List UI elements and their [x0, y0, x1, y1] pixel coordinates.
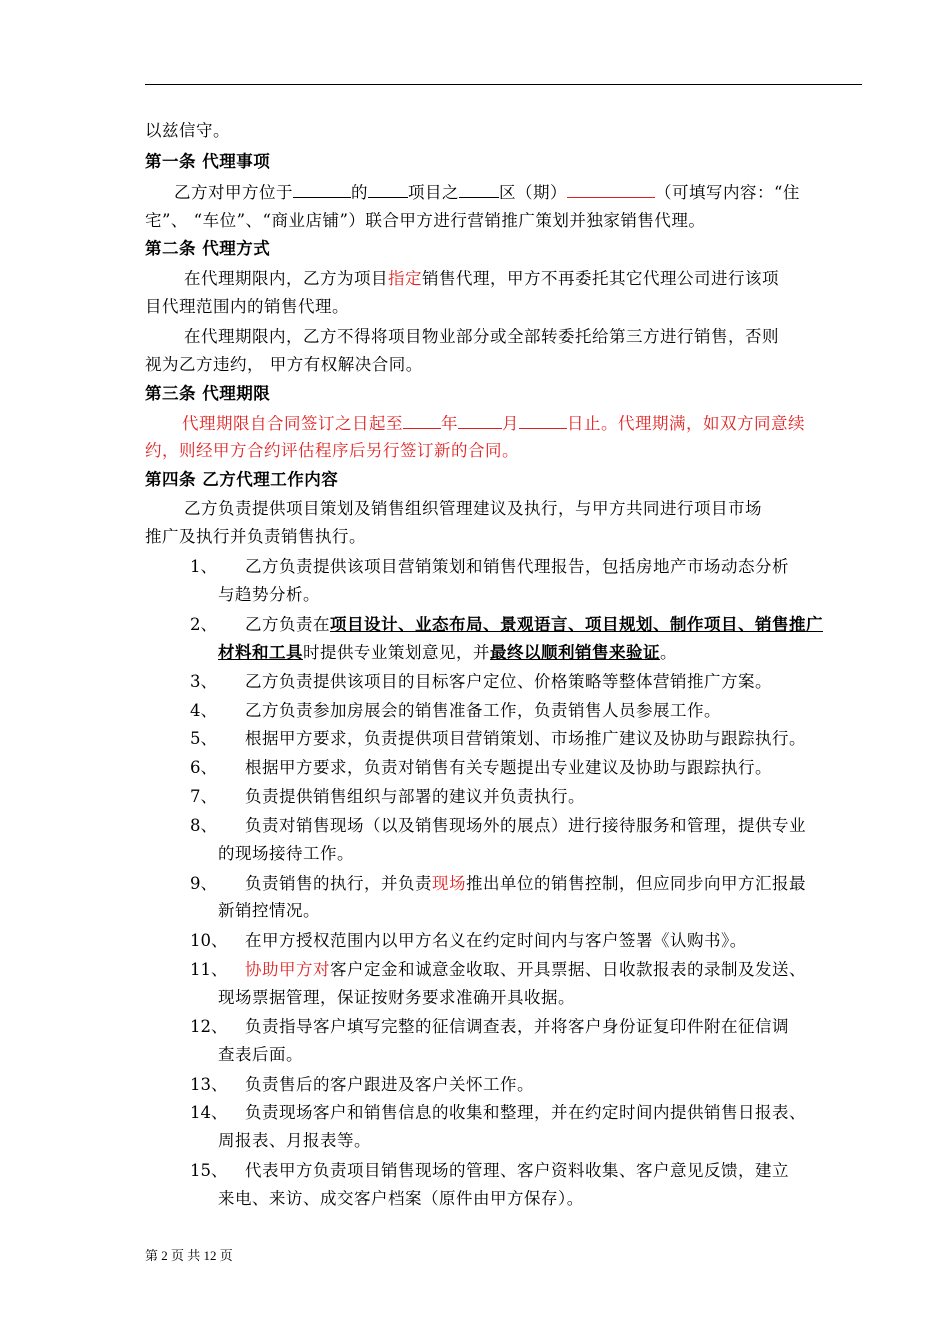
- list-item-cont: 与趋势分析。: [218, 585, 320, 604]
- list-number: 15、: [190, 1161, 228, 1180]
- list-item: 根据甲方要求，负责对销售有关专题提出专业建议及协助与跟踪执行。: [245, 758, 772, 777]
- section-heading-4: 第四条 乙方代理工作内容: [145, 470, 339, 489]
- blank-field: [293, 181, 351, 198]
- paragraph-line: 乙方负责提供项目策划及销售组织管理建议及执行，与甲方共同进行项目市场: [184, 499, 762, 518]
- text-span: 乙方负责在: [245, 615, 330, 634]
- text-span: 代理期限自合同签订之日起至: [182, 414, 403, 433]
- list-item: 负责对销售现场（以及销售现场外的展点）进行接待服务和管理，提供专业: [245, 816, 806, 835]
- list-item: 根据甲方要求，负责提供项目营销策划、市场推广建议及协助与跟踪执行。: [245, 729, 806, 748]
- list-number: 1、: [190, 557, 217, 576]
- list-item-cont: 的现场接待工作。: [218, 844, 354, 863]
- paragraph-line: [174, 181, 800, 204]
- text-span: 负责销售的执行，并负责: [245, 874, 432, 893]
- list-number: 14、: [190, 1103, 228, 1122]
- text-span: 时提供专业策划意见，并: [303, 643, 490, 662]
- list-item: [245, 873, 806, 895]
- header-rule: [145, 84, 862, 85]
- paragraph-line: 目代理范围内的销售代理。: [145, 297, 349, 316]
- blank-field: [368, 181, 408, 198]
- list-number: 11、: [190, 960, 228, 979]
- text-span: 乙方对甲方位于: [174, 183, 293, 202]
- paragraph-line: 约，则经甲方合约评估程序后另行签订新的合同。: [145, 441, 519, 460]
- paragraph-line: 推广及执行并负责销售执行。: [145, 527, 366, 546]
- section-heading-1: 第一条 代理事项: [145, 152, 271, 171]
- list-number: 8、: [190, 816, 217, 835]
- list-item: 乙方负责提供该项目的目标客户定位、价格策略等整体营销推广方案。: [245, 672, 772, 691]
- list-item: 代表甲方负责项目销售现场的管理、客户资料收集、客户意见反馈，建立: [245, 1161, 789, 1180]
- list-item-cont: [218, 642, 677, 664]
- emphasis-text: 最终以顺利销售来验证: [490, 643, 660, 662]
- paragraph-line: 在代理期限内，乙方不得将项目物业部分或全部转委托给第三方进行销售，否则: [184, 327, 779, 346]
- text-span: 在代理期限内，乙方为项目: [184, 269, 388, 288]
- text-span: 销售代理，甲方不再委托其它代理公司进行该项: [422, 269, 779, 288]
- section-heading-2: 第二条 代理方式: [145, 239, 271, 258]
- paragraph-line: 视为乙方违约， 甲方有权解决合同。: [145, 355, 423, 374]
- list-number: 6、: [190, 758, 217, 777]
- text-span: 日止。代理期满，如双方同意续: [567, 414, 805, 433]
- text-span: 项目之: [408, 183, 459, 202]
- blank-field: [567, 181, 655, 198]
- text-span: 区（期）: [499, 183, 567, 202]
- list-number: 3、: [190, 672, 217, 691]
- paragraph-line: [182, 412, 805, 435]
- list-item: 乙方负责提供该项目营销策划和销售代理报告，包括房地产市场动态分析: [245, 557, 789, 576]
- highlight-text: 指定: [388, 269, 422, 288]
- highlight-text: 协助甲方对: [245, 960, 330, 979]
- highlight-text: 现场: [432, 874, 466, 893]
- text-line: 以兹信守。: [145, 121, 230, 140]
- list-item-cont: 周报表、月报表等。: [218, 1131, 371, 1150]
- list-item: 负责指导客户填写完整的征信调查表，并将客户身份证复印件附在征信调: [245, 1017, 789, 1036]
- section-heading-3: 第三条 代理期限: [145, 384, 271, 403]
- list-item: 负责提供销售组织与部署的建议并负责执行。: [245, 787, 585, 806]
- emphasis-text: 材料和工具: [218, 643, 303, 662]
- list-item: 负责售后的客户跟进及客户关怀工作。: [245, 1075, 534, 1094]
- list-item-cont: 查表后面。: [218, 1045, 303, 1064]
- list-number: 2、: [190, 615, 217, 634]
- list-item-cont: 现场票据管理，保证按财务要求准确开具收据。: [218, 988, 575, 1007]
- list-number: 12、: [190, 1017, 228, 1036]
- list-number: 10、: [190, 931, 228, 950]
- list-item: 在甲方授权范围内以甲方名义在约定时间内与客户签署《认购书》。: [245, 931, 747, 950]
- list-item-cont: 来电、来访、成交客户档案（原件由甲方保存）。: [218, 1189, 584, 1208]
- list-item: 乙方负责参加房展会的销售准备工作，负责销售人员参展工作。: [245, 701, 721, 720]
- blank-field: [459, 181, 499, 198]
- text-span: 年: [441, 414, 458, 433]
- list-number: 7、: [190, 787, 217, 806]
- list-item: [245, 959, 806, 981]
- text-span: 客户定金和诚意金收取、开具票据、日收款报表的录制及发送、: [330, 960, 806, 979]
- text-span: （可填写内容：“住: [655, 183, 800, 202]
- page-footer: 第 2 页 共 12 页: [145, 1248, 233, 1263]
- text-span: 。: [660, 643, 677, 662]
- blank-field: [403, 412, 441, 429]
- list-number: 5、: [190, 729, 217, 748]
- list-item: 负责现场客户和销售信息的收集和整理，并在约定时间内提供销售日报表、: [245, 1103, 806, 1122]
- text-span: 月: [502, 414, 519, 433]
- paragraph-line: [184, 268, 779, 290]
- list-number: 13、: [190, 1075, 228, 1094]
- emphasis-text: 项目设计、业态布局、景观语言、项目规划、制作项目、销售推广: [330, 615, 823, 634]
- blank-field: [458, 412, 502, 429]
- list-number: 9、: [190, 874, 217, 893]
- text-span: 推出单位的销售控制，但应同步向甲方汇报最: [466, 874, 806, 893]
- blank-field: [519, 412, 567, 429]
- text-span: 的: [351, 183, 368, 202]
- list-item: [245, 614, 823, 636]
- list-number: 4、: [190, 701, 217, 720]
- paragraph-line: 宅”、 “车位”、“商业店铺”）联合甲方进行营销推广策划并独家销售代理。: [145, 211, 706, 230]
- list-item-cont: 新销控情况。: [218, 901, 320, 920]
